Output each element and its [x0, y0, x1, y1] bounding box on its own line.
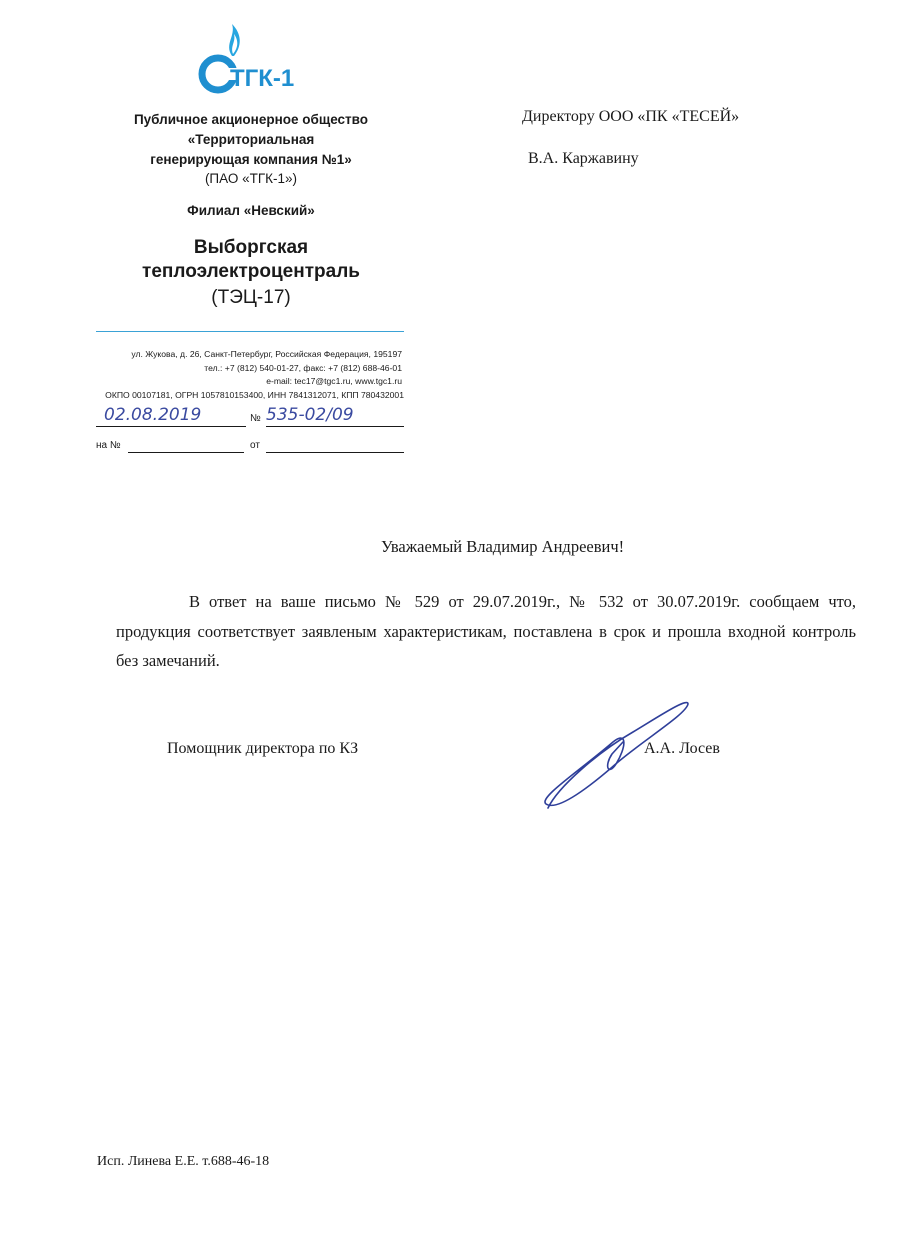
email-website: e-mail: tec17@tgc1.ru, www.tgc1.ru	[266, 376, 402, 386]
outgoing-date-field	[96, 407, 246, 427]
plant-name	[96, 236, 406, 284]
phones: тел.: +7 (812) 540-01-27, факс: +7 (812) 688-46-01	[204, 362, 402, 373]
plant-line-2: теплоэлектроцентраль	[142, 261, 360, 282]
letterhead-divider	[96, 331, 404, 332]
reply-date-field	[266, 439, 404, 453]
address: ул. Жукова, д. 26, Санкт-Петербург, Российская Федерация, 195197	[131, 349, 402, 359]
org-line-3: генерирующая компания №1»	[150, 152, 352, 167]
reply-date-label: от	[250, 440, 260, 451]
organization-name	[96, 110, 406, 170]
signer-name: А.А. Лосев	[644, 740, 720, 757]
outgoing-number-field	[266, 407, 404, 427]
signer-title: Помощник директора по КЗ	[167, 740, 359, 757]
body-first-line: В ответ на ваше письмо № 529 от 29.07.2019г., № 532 от 30.07.2019г. сообщаем что,	[189, 592, 856, 611]
org-line-2: «Территориальная	[187, 132, 315, 147]
organization-short-name: (ПАО «ТГК-1»)	[204, 171, 298, 186]
addressee-name: В.А. Каржавину	[528, 150, 639, 167]
body-continuation: продукция соответствует заявленым характеристикам, поставлена в срок и прошла входной контроль без замечаний.	[116, 621, 856, 670]
handwritten-date: 02.08.2019	[104, 405, 202, 425]
branch-name: Филиал «Невский»	[187, 203, 315, 218]
contact-block	[96, 348, 402, 389]
org-line-1: Публичное акционерное общество	[133, 112, 369, 127]
letter-body	[116, 587, 856, 676]
plant-line-1: Выборгская	[193, 237, 309, 258]
number-label: №	[250, 413, 261, 424]
registry-codes: ОКПО 00107181, ОГРН 1057810153400, ИНН 7841312071, КПП 780432001	[105, 390, 404, 400]
executor-contact: Исп. Линева Е.Е. т.688-46-18	[97, 1154, 270, 1169]
company-logo	[196, 24, 306, 96]
reply-number-field	[128, 439, 244, 453]
plant-short-name: (ТЭЦ-17)	[211, 287, 291, 308]
logo-text: ТГК-1	[230, 65, 295, 92]
greeting: Уважаемый Владимир Андреевич!	[381, 537, 625, 556]
handwritten-number: 535-02/09	[266, 405, 354, 425]
reply-number-label: на №	[96, 440, 121, 451]
addressee-position: Директору ООО «ПК «ТЕСЕЙ»	[522, 108, 740, 125]
